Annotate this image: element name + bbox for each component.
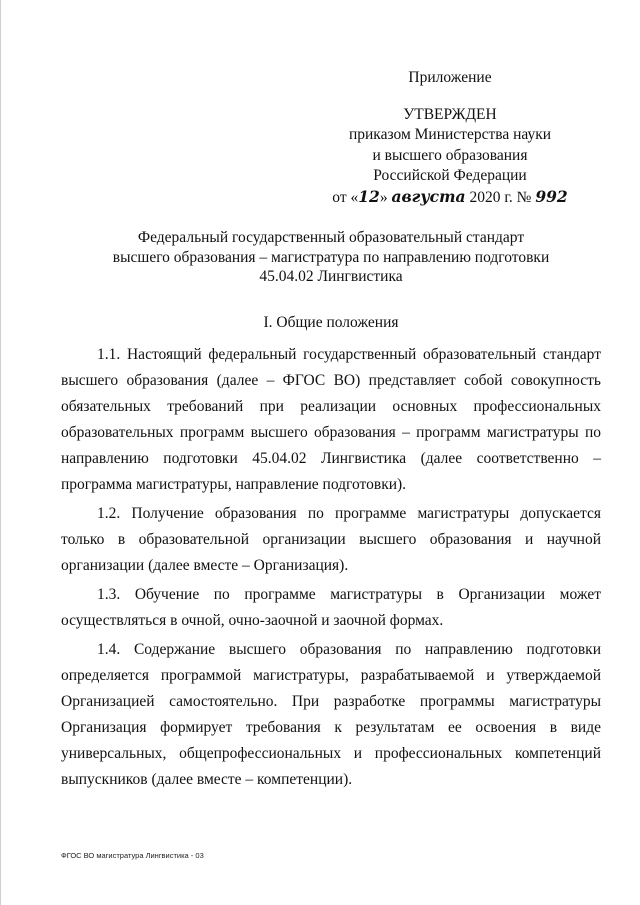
order-date-line [331,187,569,209]
body-text [61,342,601,796]
approval-line-1: приказом Министерства науки [348,126,552,143]
paragraph-1-3: 1.3. Обучение по программе магистратуры в Организации может осуществляться в очной, очно-заочной и заочной формах. [61,586,601,629]
paragraph-1-1: 1.1. Настоящий федеральный государственный образовательный стандарт высшего образования (далее – ФГОС ВО) представляет собой совокупность обязательных требований при реализации основных профессиональных образовательных программ высшего образования – программ магистратуры по направлению подготовки 45.04.02 Лингвистика (далее соответственно – программа магистратуры, направление подготовки). [61,346,601,493]
date-year: 2020 г. № [469,188,532,206]
document-title [61,228,601,287]
title-line-1: Федеральный государственный образовательный стандарт [137,229,525,246]
section-heading: I. Общие положения [263,314,399,331]
date-mid: » [379,188,388,206]
title-line-3: 45.04.02 Лингвистика [259,268,403,285]
date-day-handwritten: 12 [358,186,380,206]
approval-line-2: и высшего образования [372,146,528,164]
appendix-label: Приложение [408,69,492,86]
date-month-handwritten: августа [391,186,466,206]
page-footer: ФГОС ВО магистратура Лингвистика - 03 [61,851,204,860]
order-number-handwritten: 992 [535,186,568,206]
paragraph-1-2: 1.2. Получение образования по программе магистратуры допускается только в образовательной организации высшего образования и научной организации (далее вместе – Организация). [61,505,601,574]
approved-label: УТВЕРЖДЕН [403,105,497,123]
date-prefix: от « [332,188,359,206]
title-line-2: высшего образования – магистратура по направлению подготовки [112,248,550,266]
approval-line-3: Российской Федерации [373,167,527,184]
paragraph-1-4: 1.4. Содержание высшего образования по направлению подготовки определяется программой магистратуры, разрабатываемой и утверждаемой Организацией самостоятельно. При разработке программы магистратуры Организация формирует требования к результатам ее освоения в виде универсальных, общепрофессиональных и профессиональных компетенций выпускников (далее вместе – компетенции). [61,641,601,788]
approval-block [331,68,569,208]
